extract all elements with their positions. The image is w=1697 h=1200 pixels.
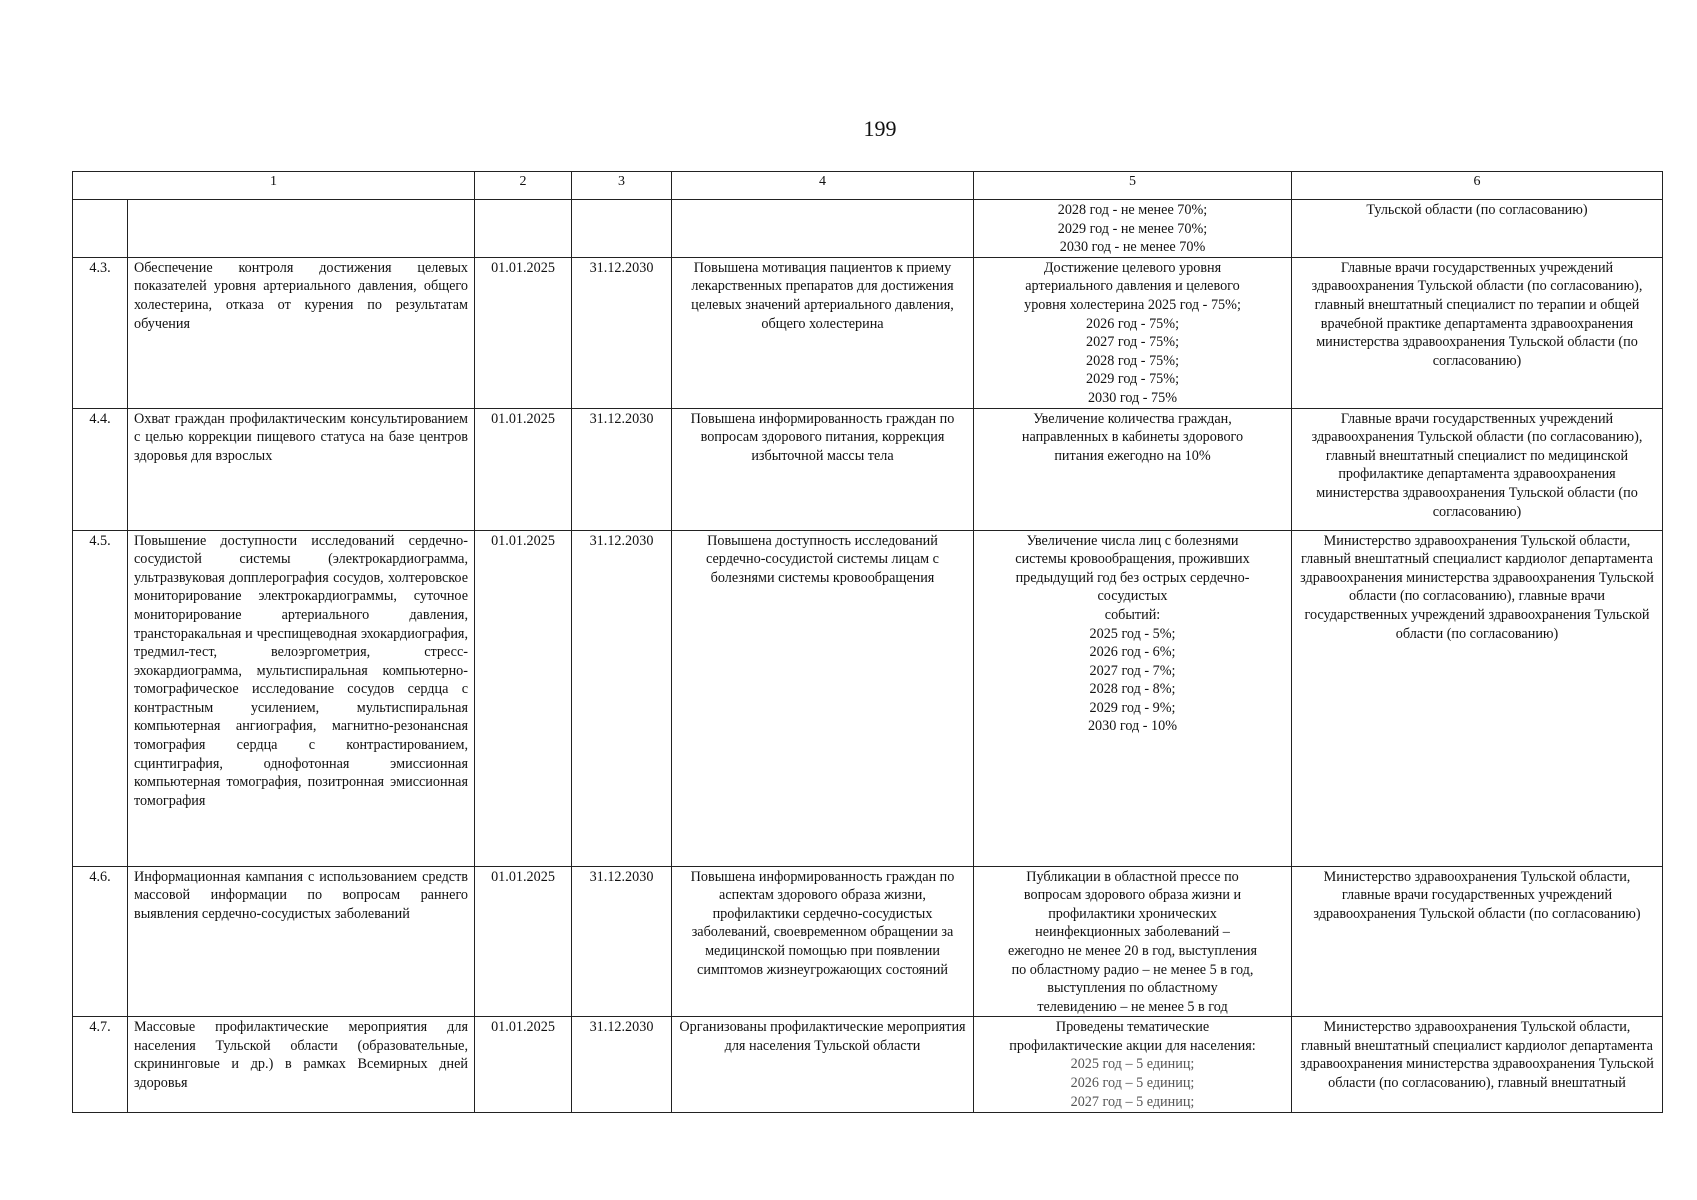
end-date: 31.12.2030 bbox=[572, 257, 672, 408]
start-date: 01.01.2025 bbox=[475, 1017, 572, 1113]
row-number: 4.3. bbox=[73, 257, 128, 408]
end-date: 31.12.2030 bbox=[572, 866, 672, 1017]
row-number: 4.7. bbox=[73, 1017, 128, 1113]
indicator-cell: Увеличение количества граждан, направленных в кабинеты здорового питания ежегодно на 10% bbox=[974, 408, 1292, 530]
indicator-cell: Достижение целевого уровня артериального давления и целевого уровня холестерина 2025 год - 75%; 2026 год - 75%; 2027 год - 75%; 2028 год - 75%; 2029 год - 75%; 2030 год - 75% bbox=[974, 257, 1292, 408]
result-cell: Повышена информированность граждан по вопросам здорового питания, коррекция избыточной массы тела bbox=[672, 408, 974, 530]
result-cell: Повышена доступность исследований сердечно-сосудистой системы лицам с болезнями системы кровообращения bbox=[672, 530, 974, 866]
result-cell: Повышена информированность граждан по аспектам здорового образа жизни, профилактики сердечно-сосудистых заболеваний, своевременном обращении за медицинской помощью при появлении симптомов жизнеугрожающих состояний bbox=[672, 866, 974, 1017]
result-cell: Повышена мотивация пациентов к приему лекарственных препаратов для достижения целевых значений артериального давления, общего холестерина bbox=[672, 257, 974, 408]
table-row bbox=[73, 408, 1663, 530]
responsible-cell: Главные врачи государственных учреждений здравоохранения Тульской области (по согласованию), главный внештатный специалист по медицинской профилактике департамента здравоохранения министерства здравоохранения Тульской области (по согласованию) bbox=[1292, 408, 1663, 530]
description-cell: Информационная кампания с использованием средств массовой информации по вопросам раннего выявления сердечно-сосудистых заболеваний bbox=[128, 866, 475, 1017]
responsible-cell: Министерство здравоохранения Тульской области, главные врачи государственных учреждений здравоохранения Тульской области (по согласованию) bbox=[1292, 866, 1663, 1017]
responsible-cell: Министерство здравоохранения Тульской области, главный внештатный специалист кардиолог департамента здравоохранения министерства здравоохранения Тульской области (по согласованию), главные врачи государственных учреждений здравоохранения Тульской области (по согласованию) bbox=[1292, 530, 1663, 866]
result-cell: Организованы профилактические мероприятия для населения Тульской области bbox=[672, 1017, 974, 1113]
description-cell: Охват граждан профилактическим консультированием с целью коррекции пищевого статуса на базе центров здоровья для взрослых bbox=[128, 408, 475, 530]
start-date: 01.01.2025 bbox=[475, 866, 572, 1017]
row-number: 4.6. bbox=[73, 866, 128, 1017]
start-date: 01.01.2025 bbox=[475, 257, 572, 408]
row-number: 4.4. bbox=[73, 408, 128, 530]
responsible-cell: Министерство здравоохранения Тульской области, главный внештатный специалист кардиолог департамента здравоохранения министерства здравоохранения Тульской области (по согласованию), главный внештатный bbox=[1292, 1017, 1663, 1113]
indicator-cell: Увеличение числа лиц с болезнями системы кровообращения, проживших предыдущий год без острых сердечно- сосудистых событий: 2025 год - 5%; 2026 год - 6%; 2027 год - 7%; 2028 год - 8%; 2029 год - 9%; 2030 год - 10% bbox=[974, 530, 1292, 866]
table-header-row bbox=[73, 172, 1663, 200]
description-cell: Повышение доступности исследований сердечно-сосудистой системы (электрокардиограмма, ультразвуковая допплерография сосудов, холтеровское мониторирование электрокардиограммы, суточное мониторирование артериального давления, трансторакальная и чреспищеводная эхокардиография, тредмил-тест, велоэргометрия, стресс-эхокардиограмма, мультиспиральная компьютерно-томографическое исследование сосудов сердца с контрастным усилением, мультиспиральная компьютерная ангиография, магнитно-резонансная томография сердца с контрастированием, сцинтиграфия, однофотонная эмиссионная компьютерная томография, позитронная эмиссионная томография bbox=[128, 530, 475, 866]
end-date: 31.12.2030 bbox=[572, 1017, 672, 1113]
end-date: 31.12.2030 bbox=[572, 530, 672, 866]
table-row bbox=[73, 257, 1663, 408]
plan-table bbox=[72, 171, 1663, 1113]
indicator-cell: Проведены тематические профилактические акции для населения: 2025 год – 5 единиц; 2026 год – 5 единиц; 2027 год – 5 единиц; bbox=[974, 1017, 1292, 1113]
table-row-continuation bbox=[73, 200, 1663, 258]
start-date: 01.01.2025 bbox=[475, 530, 572, 866]
header-col-2: 2 bbox=[475, 172, 572, 200]
indicator-cell: Публикации в областной прессе по вопросам здорового образа жизни и профилактики хронических неинфекционных заболеваний – ежегодно не менее 20 в год, выступления по областному радио – не менее 5 в год, выступления по областному телевидению – не менее 5 в год bbox=[974, 866, 1292, 1017]
header-col-6: 6 bbox=[1292, 172, 1663, 200]
responsible-cell: Тульской области (по согласованию) bbox=[1292, 200, 1663, 258]
description-cell: Обеспечение контроля достижения целевых показателей уровня артериального давления, общего холестерина, отказа от курения по результатам обучения bbox=[128, 257, 475, 408]
table-row bbox=[73, 866, 1663, 1017]
header-col-4: 4 bbox=[672, 172, 974, 200]
row-number: 4.5. bbox=[73, 530, 128, 866]
start-date: 01.01.2025 bbox=[475, 408, 572, 530]
table-row bbox=[73, 1017, 1663, 1113]
header-col-1: 1 bbox=[73, 172, 475, 200]
end-date: 31.12.2030 bbox=[572, 408, 672, 530]
header-col-3: 3 bbox=[572, 172, 672, 200]
header-col-5: 5 bbox=[974, 172, 1292, 200]
description-cell: Массовые профилактические мероприятия для населения Тульской области (образовательные, скрининговые и др.) в рамках Всемирных дней здоровья bbox=[128, 1017, 475, 1113]
table-row bbox=[73, 530, 1663, 866]
responsible-cell: Главные врачи государственных учреждений здравоохранения Тульской области (по согласованию), главный внештатный специалист по терапии и общей врачебной практике департамента здравоохранения министерства здравоохранения Тульской области (по согласованию) bbox=[1292, 257, 1663, 408]
page-number: 199 bbox=[863, 116, 897, 141]
indicator-cell: 2028 год - не менее 70%; 2029 год - не менее 70%; 2030 год - не менее 70% bbox=[974, 200, 1292, 258]
